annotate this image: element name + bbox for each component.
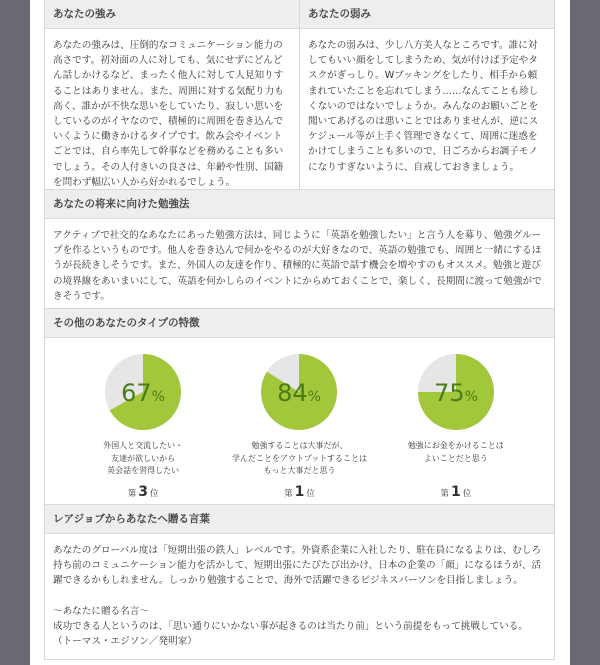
words-text <box>45 534 554 659</box>
type-rank <box>381 484 531 500</box>
type-rank <box>68 484 218 500</box>
rank-prefix: 第 <box>127 489 137 499</box>
type-description-line: 学んだことをアウトプットすることは <box>232 453 367 463</box>
type-rank <box>224 484 374 500</box>
words-heading: レアジョブからあなたへ贈る言葉 <box>45 505 554 534</box>
type-item <box>68 338 218 504</box>
percent-label: 84% <box>277 379 322 407</box>
words-body: あなたのグローバル度は「短期出張の鉄人」レベルです。外資系企業に入社したり、駐在員になるよりは、むしろ持ち前のコミュニケーション能力を活かして、短期出張にたびたび出かけ、日本の企業の「顔」になるほうが、活躍できるかもしれません。しっかり勉強することで、海外で活躍できるビジネスパーソンを目指しましょう。 <box>53 545 542 587</box>
types-section <box>44 309 555 505</box>
type-description-line: 英会話を習得したい <box>107 466 180 475</box>
strength-weakness-row <box>44 0 555 190</box>
strengths-column <box>45 0 299 189</box>
quote-heading: 〜あなたに贈る名言〜 <box>53 605 149 617</box>
type-description <box>224 440 374 478</box>
quote-author: （トーマス・エジソン／発明家） <box>53 636 197 648</box>
rank-suffix: 位 <box>306 489 315 499</box>
rank-suffix: 位 <box>462 489 472 499</box>
type-item <box>224 338 374 504</box>
percent-pie-chart <box>416 352 496 432</box>
weaknesses-column <box>299 0 554 189</box>
type-description-line: 勉強にお金をかけることは <box>407 441 504 450</box>
percent-label: 75% <box>433 379 478 407</box>
study-heading: あなたの将来に向けた勉強法 <box>45 190 554 219</box>
rank-prefix: 第 <box>284 489 293 499</box>
strengths-text: あなたの強みは、圧倒的なコミュニケーション能力の高さです。初対面の人に対しても、気にせずにどんどん話しかけるなど、まったく他人に対して人見知りすることはありません。また、周囲に対する気配り力も高く、誰かが不快な思いをしていたり、寂しい思いをしているのがイヤなので、積極的に周囲を巻き込んでいくように働きかけるタイプです。飲み会やイベントごとでは、自ら率先して幹事などを務めることも多いでしょう。その人付きいの良さは、年齢や性別、国籍を問わず幅広い人から好かれるでしょう。 <box>53 40 284 188</box>
strengths-heading: あなたの強み <box>45 0 299 29</box>
rank-number: 1 <box>294 484 305 500</box>
percent-pie-chart <box>259 352 339 432</box>
words-section <box>44 505 555 660</box>
rank-prefix: 第 <box>440 489 449 499</box>
type-description <box>381 440 531 478</box>
type-description-line: もっと大事だと思う <box>263 466 336 475</box>
rank-number: 3 <box>138 484 149 500</box>
type-item <box>381 338 531 504</box>
types-charts <box>45 338 554 504</box>
rank-suffix: 位 <box>150 489 159 499</box>
type-description-line: 外国人と交流したい・ <box>103 441 184 450</box>
type-description <box>68 440 218 478</box>
quote-text: 成功できる人というのは、「思い通りにいかない事が起きるのは当たり前」という前提をもって挑戦している。 <box>53 620 528 632</box>
weaknesses-text: あなたの弱みは、少し八方美人なところです。誰に対してもいい顔をしてしまうため、気が付けば予定やタスクがぎっしり。Wブッキングをしたり、相手から頼まれていたことを忘れてしまう……なんてことも珍しくないのではないでしょうか。みんなのお願いごとを聞いてあげるのは悪いことではありませんが、逆にスケジュール等が上手く管理できなくて、周囲に迷惑をかけてしまうことも多いので、日ごろからお調子モノになりすぎないように、自戒しておきましょう。 <box>308 40 539 173</box>
rank-number: 1 <box>450 484 461 500</box>
percent-pie-chart <box>103 352 183 432</box>
study-section <box>44 190 555 309</box>
study-text: アクティブで社交的なあなたにあった勉強方法は、同じように「英語を勉強したい」と言う人を募り、勉強グループを作るというものです。他人を巻き込んで何かをやるのが大好きなので、英語の勉強でも、周囲と一緒にするほうが長続きしそうです。また、外国人の友達を作り、積極的に英語で話す機会を増やすのもオススメ。勉強と遊びの境界線をあいまいにして、英語を何かしらのイベントにからめておくことで、楽しく、長期間に渡って勉強ができそうです。 <box>53 230 542 302</box>
weaknesses-heading: あなたの弱み <box>300 0 554 29</box>
types-heading: その他のあなたのタイプの特徴 <box>45 309 554 338</box>
type-description-line: よいことだと思う <box>423 453 488 463</box>
result-table <box>44 0 555 660</box>
content-page <box>30 0 570 665</box>
type-description-line: 友達が欲しいから <box>111 453 176 463</box>
percent-label: 67% <box>121 379 166 407</box>
type-description-line: 勉強することは大事だが、 <box>251 441 348 450</box>
